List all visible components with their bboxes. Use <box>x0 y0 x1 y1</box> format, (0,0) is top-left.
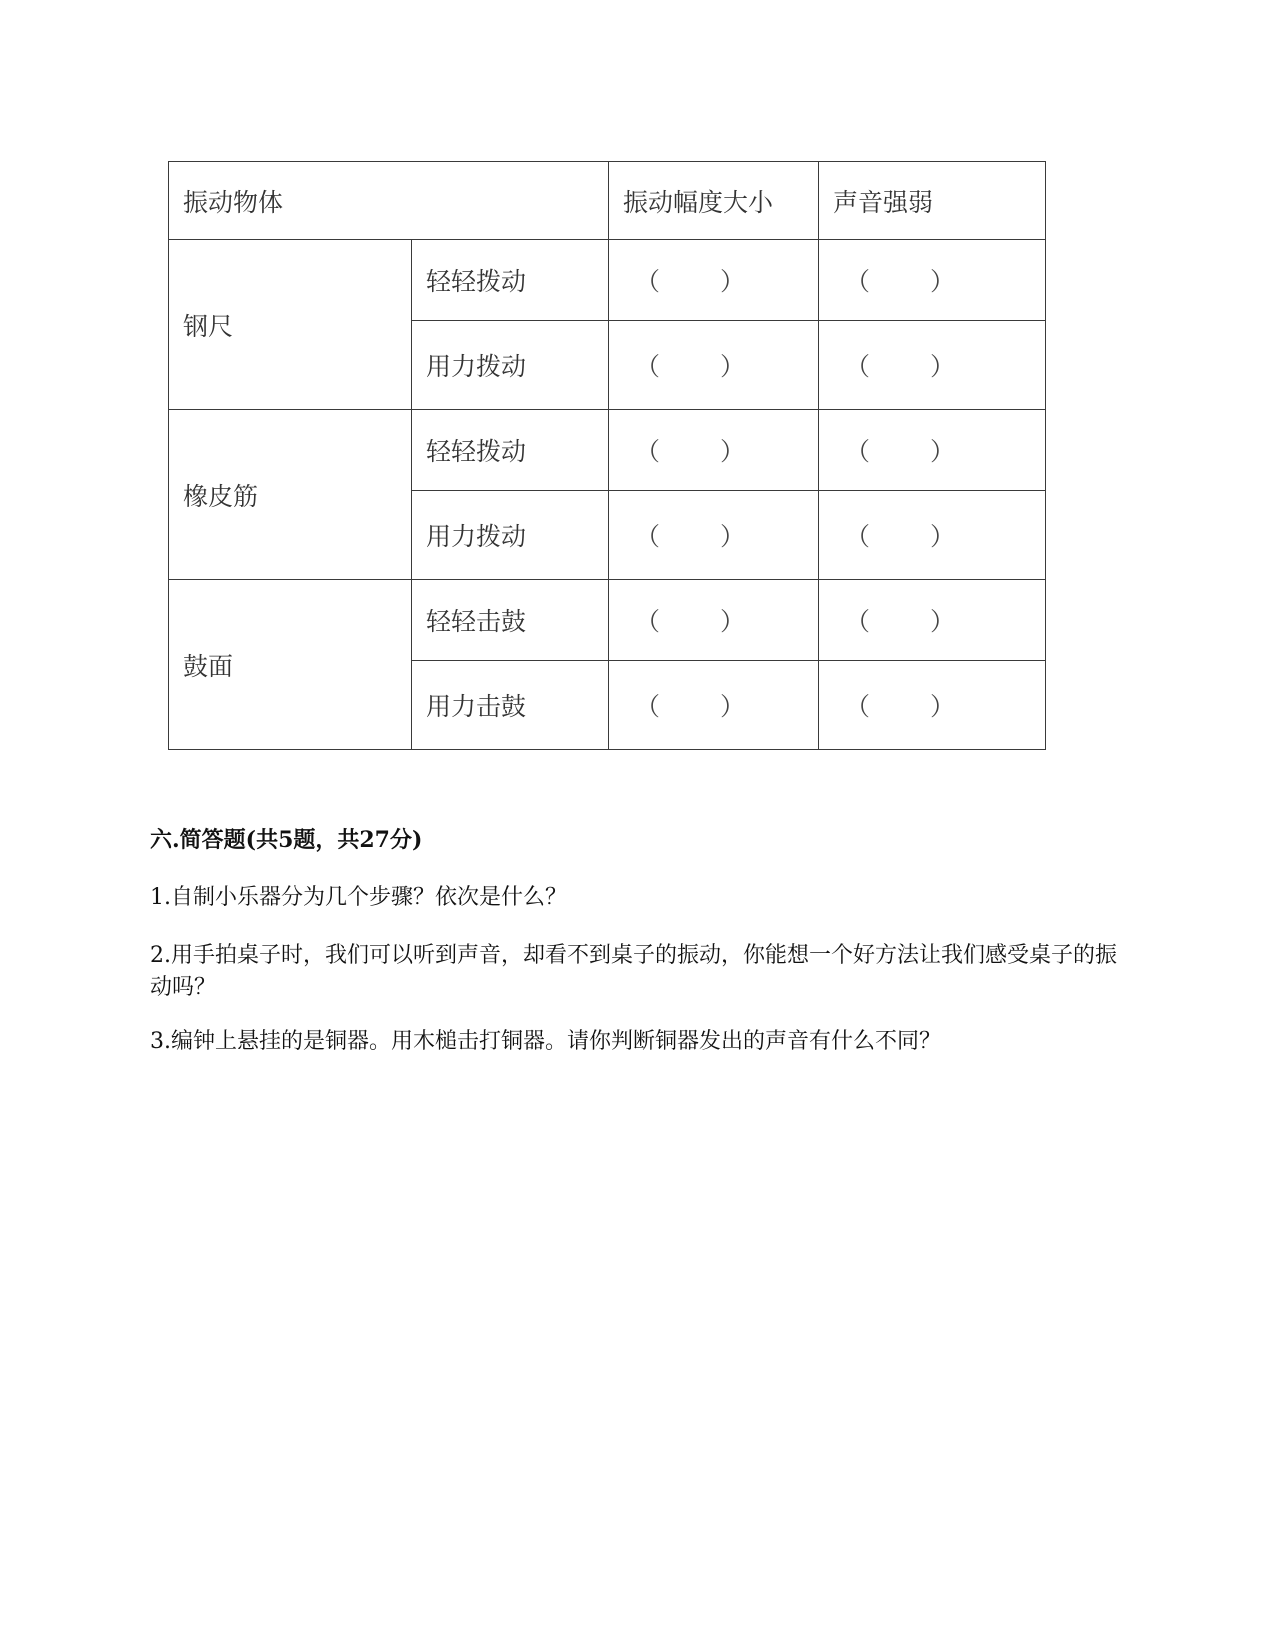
amplitude-blank[interactable]: （ ） <box>609 321 819 410</box>
sound-blank[interactable]: （ ） <box>819 240 1046 321</box>
table-header-row <box>169 162 1046 240</box>
amplitude-blank[interactable]: （ ） <box>609 580 819 661</box>
question-item: 3.编钟上悬挂的是铜器。用木槌击打铜器。请你判断铜器发出的声音有什么不同？ <box>150 1029 941 1054</box>
action-cell: 轻轻拨动 <box>412 410 609 491</box>
object-cell: 鼓面 <box>169 580 412 750</box>
object-cell: 橡皮筋 <box>169 410 412 580</box>
action-cell: 轻轻拨动 <box>412 240 609 321</box>
header-sound-strength: 声音强弱 <box>819 162 1046 240</box>
question-item: 1.自制小乐器分为几个步骤？依次是什么？ <box>150 885 567 910</box>
table-row <box>169 410 1046 491</box>
header-amplitude: 振动幅度大小 <box>609 162 819 240</box>
amplitude-blank[interactable]: （ ） <box>609 410 819 491</box>
action-cell: 轻轻击鼓 <box>412 580 609 661</box>
amplitude-blank[interactable]: （ ） <box>609 491 819 580</box>
sound-blank[interactable]: （ ） <box>819 321 1046 410</box>
sound-blank[interactable]: （ ） <box>819 491 1046 580</box>
header-vibrating-object: 振动物体 <box>169 162 609 240</box>
action-cell: 用力击鼓 <box>412 661 609 750</box>
action-cell: 用力拨动 <box>412 321 609 410</box>
sound-blank[interactable]: （ ） <box>819 410 1046 491</box>
experiment-table <box>168 161 1046 750</box>
table-row <box>169 240 1046 321</box>
section-heading: 六.简答题(共5题，共27分) <box>150 827 423 853</box>
amplitude-blank[interactable]: （ ） <box>609 240 819 321</box>
sound-blank[interactable]: （ ） <box>819 580 1046 661</box>
object-cell: 钢尺 <box>169 240 412 410</box>
table-row <box>169 580 1046 661</box>
action-cell: 用力拨动 <box>412 491 609 580</box>
question-item: 2.用手拍桌子时，我们可以听到声音，却看不到桌子的振动，你能想一个好方法让我们感受桌子的振动吗？ <box>150 943 1117 1000</box>
amplitude-blank[interactable]: （ ） <box>609 661 819 750</box>
sound-blank[interactable]: （ ） <box>819 661 1046 750</box>
